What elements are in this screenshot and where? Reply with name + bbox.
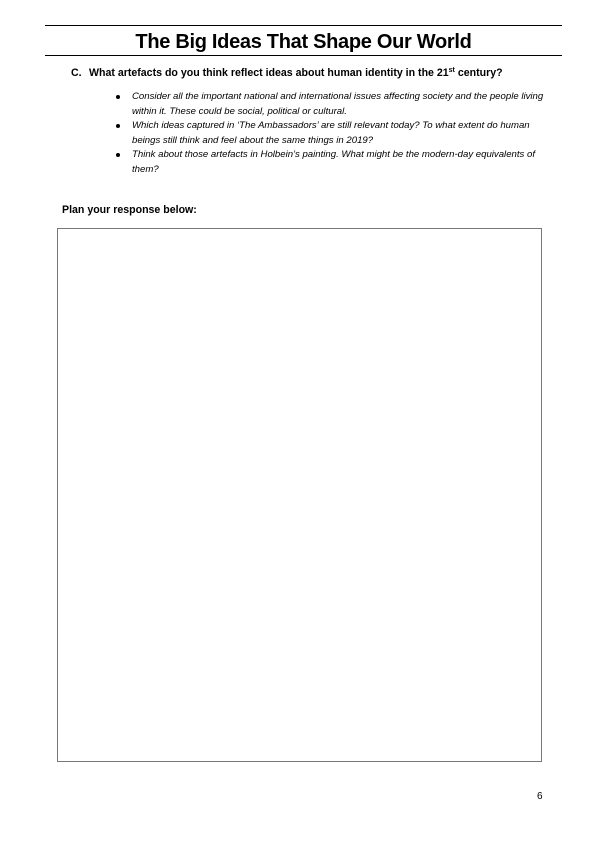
list-item: Which ideas captured in ‘The Ambassadors’ are still relevant today? To what extent do human beings still think and feel about the same things in 2019? <box>110 119 560 148</box>
question-superscript: st <box>448 67 455 74</box>
question-c <box>71 66 551 80</box>
title-bottom-rule <box>45 55 562 56</box>
question-text-end: century? <box>454 67 503 79</box>
list-item: Consider all the important national and international issues affecting society and the people living within it. These could be social, political or cultural. <box>110 90 560 119</box>
page-number: 6 <box>537 791 543 802</box>
list-item: Think about those artefacts in Holbein’s painting. What might be the modern-day equivalents of them? <box>110 148 560 177</box>
response-box[interactable] <box>57 228 542 762</box>
plan-label: Plan your response below: <box>62 204 197 216</box>
question-letter: C. <box>71 67 82 79</box>
question-text: What artefacts do you think reflect ideas about human identity in the 21 <box>89 67 449 79</box>
title-top-rule <box>45 25 562 26</box>
page-title: The Big Ideas That Shape Our World <box>135 31 472 53</box>
prompt-list <box>110 90 560 177</box>
